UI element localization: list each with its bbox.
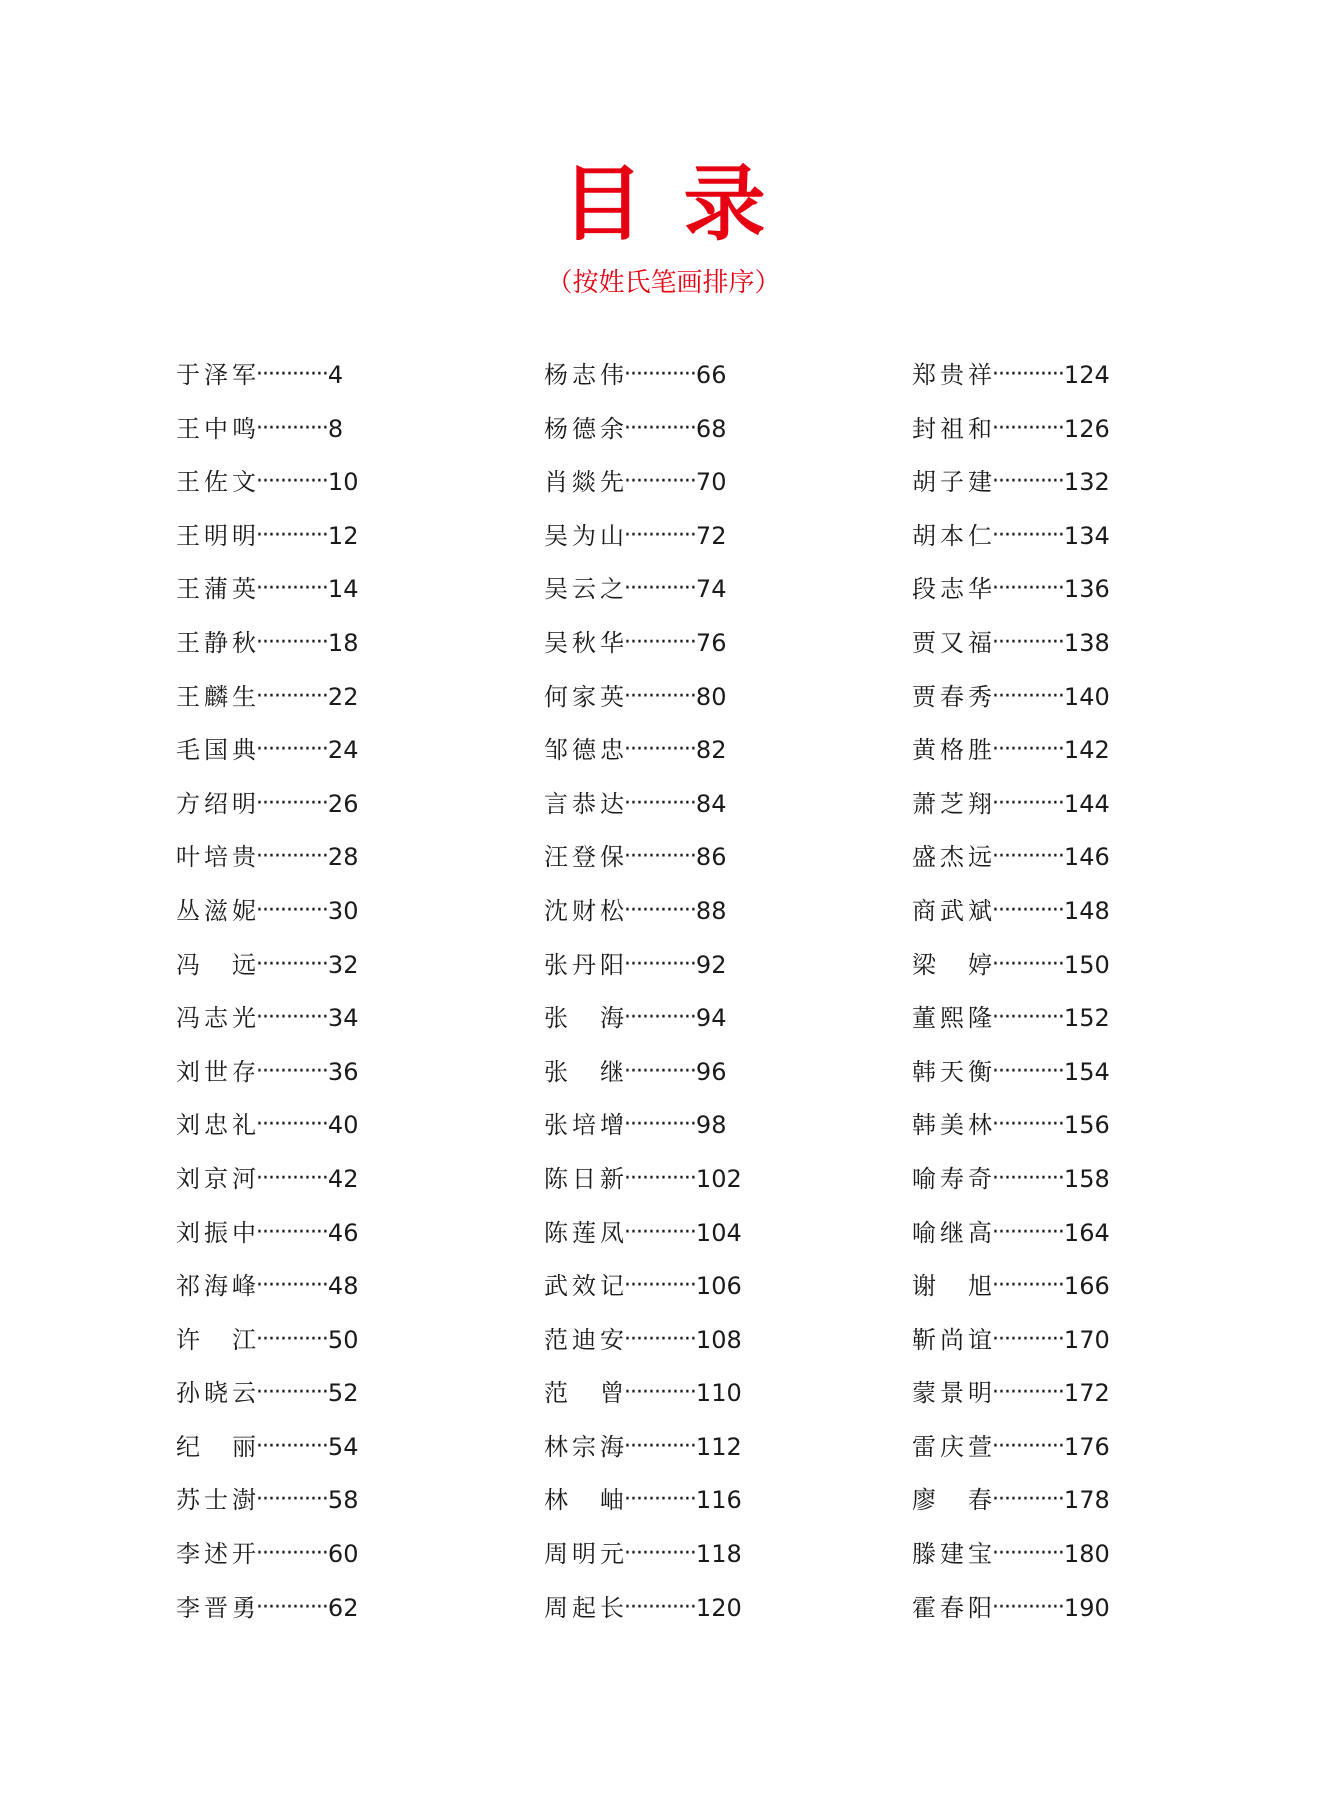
toc-entry-leader: ············ bbox=[624, 1541, 696, 1567]
toc-entry[interactable] bbox=[176, 891, 358, 945]
toc-entry[interactable] bbox=[176, 409, 358, 463]
toc-entry[interactable] bbox=[912, 1320, 1110, 1374]
toc-entry-name: 封祖和 bbox=[912, 414, 992, 443]
toc-entry-name: 冯 远 bbox=[176, 950, 256, 979]
toc-entry[interactable] bbox=[544, 1105, 742, 1159]
toc-entry[interactable] bbox=[176, 623, 358, 677]
toc-entry-name: 李述开 bbox=[176, 1540, 256, 1569]
toc-entry-leader: ············ bbox=[624, 1433, 696, 1459]
toc-entry-name: 许 江 bbox=[176, 1325, 256, 1354]
toc-entry-page-number: 124 bbox=[1063, 361, 1110, 389]
toc-entry-leader: ············ bbox=[992, 897, 1064, 923]
toc-entry-name: 沈财松 bbox=[544, 896, 624, 925]
toc-entry[interactable] bbox=[912, 1213, 1110, 1267]
toc-entry-name: 肖燚先 bbox=[544, 468, 624, 497]
toc-entry-page-number: 148 bbox=[1063, 896, 1110, 925]
toc-entry[interactable] bbox=[176, 837, 358, 891]
toc-entry-page-number: 144 bbox=[1063, 789, 1110, 818]
toc-entry-leader: ············ bbox=[624, 897, 696, 923]
toc-entry-page-number: 22 bbox=[327, 682, 359, 711]
toc-entry-name: 王明明 bbox=[176, 521, 256, 550]
toc-entry-leader: ············ bbox=[992, 576, 1064, 602]
toc-entry[interactable] bbox=[544, 1213, 742, 1267]
toc-entry-leader: ············ bbox=[256, 1165, 328, 1191]
toc-entry-leader: ············ bbox=[256, 362, 328, 387]
toc-entry-name: 林 岫 bbox=[544, 1486, 624, 1515]
toc-entry-page-number: 60 bbox=[327, 1540, 359, 1569]
toc-entry-name: 范迪安 bbox=[544, 1325, 624, 1354]
toc-entry-name: 张培增 bbox=[544, 1111, 624, 1140]
toc-entry[interactable] bbox=[176, 1588, 358, 1642]
toc-entry-name: 王佐文 bbox=[176, 468, 256, 497]
toc-entry-page-number: 48 bbox=[327, 1272, 359, 1301]
toc-entry-leader: ············ bbox=[256, 951, 328, 977]
toc-entry[interactable] bbox=[544, 945, 742, 999]
toc-entry-leader: ············ bbox=[624, 737, 696, 763]
toc-entry-name: 周明元 bbox=[544, 1540, 624, 1569]
toc-entry[interactable] bbox=[912, 837, 1110, 891]
toc-entry-page-number: 136 bbox=[1063, 575, 1110, 604]
toc-entry-name: 林宗海 bbox=[544, 1432, 624, 1461]
toc-entry[interactable] bbox=[912, 1373, 1110, 1427]
toc-entry[interactable] bbox=[912, 516, 1110, 570]
toc-entry-page-number: 150 bbox=[1063, 950, 1110, 979]
toc-entry-page-number: 96 bbox=[695, 1057, 727, 1086]
toc-entry-page-number: 88 bbox=[695, 896, 727, 925]
toc-column-1 bbox=[176, 355, 358, 1641]
toc-column-3 bbox=[912, 355, 1110, 1641]
toc-entry[interactable] bbox=[544, 891, 742, 945]
toc-entry-leader: ············ bbox=[992, 522, 1064, 548]
toc-entry-page-number: 80 bbox=[695, 682, 727, 711]
toc-entry-leader: ············ bbox=[992, 1165, 1064, 1191]
toc-entry-leader: ············ bbox=[256, 1112, 328, 1138]
toc-entry-leader: ············ bbox=[624, 469, 696, 495]
toc-entry-name: 韩天衡 bbox=[912, 1057, 992, 1086]
toc-entry-page-number: 62 bbox=[327, 1593, 359, 1622]
toc-entry-leader: ············ bbox=[624, 683, 696, 709]
toc-entry-name: 毛国典 bbox=[176, 736, 256, 765]
toc-entry[interactable] bbox=[544, 1373, 742, 1427]
toc-entry-page-number: 152 bbox=[1063, 1004, 1110, 1033]
toc-entry-name: 蒙景明 bbox=[912, 1379, 992, 1408]
toc-entry-leader: ············ bbox=[256, 1487, 328, 1513]
toc-entry-page-number: 30 bbox=[327, 896, 359, 925]
toc-entry[interactable] bbox=[544, 1534, 742, 1588]
toc-entry-page-number: 142 bbox=[1063, 736, 1110, 765]
toc-entry[interactable] bbox=[544, 837, 742, 891]
toc-entry[interactable] bbox=[544, 1320, 742, 1374]
toc-entry-page-number: 40 bbox=[327, 1111, 359, 1140]
toc-entry-leader: ············ bbox=[256, 1219, 328, 1245]
toc-entry[interactable] bbox=[912, 1159, 1110, 1213]
toc-entry-page-number: 164 bbox=[1063, 1218, 1110, 1247]
toc-entry[interactable] bbox=[544, 1266, 742, 1320]
toc-entry-name: 祁海峰 bbox=[176, 1272, 256, 1301]
toc-entry-page-number: 112 bbox=[695, 1432, 742, 1461]
toc-entry-leader: ············ bbox=[256, 683, 328, 709]
toc-entry[interactable] bbox=[912, 1588, 1110, 1642]
toc-entry-name: 王中鸣 bbox=[176, 414, 256, 443]
toc-entry-name: 谢 旭 bbox=[912, 1272, 992, 1301]
toc-entry-name: 丛滋妮 bbox=[176, 896, 256, 925]
toc-entry[interactable] bbox=[176, 462, 358, 516]
toc-entry-page-number: 178 bbox=[1063, 1486, 1110, 1515]
toc-entry-leader: ············ bbox=[256, 1433, 328, 1459]
toc-entry[interactable] bbox=[176, 1534, 358, 1588]
toc-entry-leader: ············ bbox=[256, 1273, 328, 1299]
toc-entry-name: 萧芝翔 bbox=[912, 789, 992, 818]
toc-entry-name: 刘振中 bbox=[176, 1218, 256, 1247]
toc-entry-name: 廖 春 bbox=[912, 1486, 992, 1515]
toc-entry-name: 杨德余 bbox=[544, 414, 624, 443]
toc-entry-leader: ············ bbox=[256, 1326, 328, 1352]
toc-entry-page-number: 94 bbox=[695, 1004, 727, 1033]
toc-entry-leader: ············ bbox=[992, 1112, 1064, 1138]
toc-entry-name: 汪登保 bbox=[544, 843, 624, 872]
toc-entry-name: 韩美林 bbox=[912, 1111, 992, 1140]
toc-entry[interactable] bbox=[176, 677, 358, 731]
toc-entry-leader: ············ bbox=[992, 1005, 1064, 1031]
toc-entry[interactable] bbox=[176, 355, 358, 409]
toc-entry-page-number: 4 bbox=[327, 361, 344, 389]
toc-entry-page-number: 12 bbox=[327, 521, 359, 550]
toc-entry-page-number: 36 bbox=[327, 1057, 359, 1086]
toc-entry-page-number: 106 bbox=[695, 1272, 742, 1301]
toc-entry-leader: ············ bbox=[624, 629, 696, 655]
toc-entry-page-number: 70 bbox=[695, 468, 727, 497]
toc-entry[interactable] bbox=[912, 355, 1110, 409]
toc-entry-name: 李晋勇 bbox=[176, 1593, 256, 1622]
toc-entry-page-number: 146 bbox=[1063, 843, 1110, 872]
toc-entry-leader: ············ bbox=[256, 576, 328, 602]
toc-entry-leader: ············ bbox=[992, 469, 1064, 495]
toc-entry-leader: ············ bbox=[992, 1433, 1064, 1459]
toc-entry-page-number: 8 bbox=[327, 414, 344, 443]
toc-entry-leader: ············ bbox=[624, 1326, 696, 1352]
toc-entry-leader: ············ bbox=[256, 522, 328, 548]
toc-entry-page-number: 26 bbox=[327, 789, 359, 818]
toc-entry-page-number: 28 bbox=[327, 843, 359, 872]
toc-entry[interactable] bbox=[176, 1159, 358, 1213]
toc-entry-name: 霍春阳 bbox=[912, 1593, 992, 1622]
toc-entry-page-number: 72 bbox=[695, 521, 727, 550]
toc-entry-page-number: 98 bbox=[695, 1111, 727, 1140]
toc-entry-leader: ············ bbox=[992, 1326, 1064, 1352]
toc-entry[interactable] bbox=[176, 1480, 358, 1534]
toc-entry[interactable] bbox=[912, 784, 1110, 838]
toc-entry[interactable] bbox=[544, 409, 742, 463]
toc-entry-page-number: 170 bbox=[1063, 1325, 1110, 1354]
toc-entry-page-number: 68 bbox=[695, 414, 727, 443]
toc-entry-name: 吴云之 bbox=[544, 575, 624, 604]
toc-entry-page-number: 52 bbox=[327, 1379, 359, 1408]
toc-entry[interactable] bbox=[544, 623, 742, 677]
toc-entry[interactable] bbox=[912, 945, 1110, 999]
toc-entry-name: 武效记 bbox=[544, 1272, 624, 1301]
toc-entry-page-number: 140 bbox=[1063, 682, 1110, 711]
toc-entry-leader: ············ bbox=[992, 362, 1064, 387]
toc-entry-name: 范 曾 bbox=[544, 1379, 624, 1408]
toc-entry-leader: ············ bbox=[256, 897, 328, 923]
toc-entry-page-number: 46 bbox=[327, 1218, 359, 1247]
toc-entry-name: 孙晓云 bbox=[176, 1379, 256, 1408]
toc-entry[interactable] bbox=[912, 1480, 1110, 1534]
toc-entry[interactable] bbox=[912, 462, 1110, 516]
toc-entry-name: 吴秋华 bbox=[544, 628, 624, 657]
toc-entry[interactable] bbox=[544, 1588, 742, 1642]
toc-entry[interactable] bbox=[912, 1266, 1110, 1320]
toc-entry[interactable] bbox=[544, 1159, 742, 1213]
toc-entry-name: 滕建宝 bbox=[912, 1540, 992, 1569]
toc-entry-name: 陈莲凤 bbox=[544, 1218, 624, 1247]
toc-entry-leader: ············ bbox=[256, 1594, 328, 1620]
toc-entry[interactable] bbox=[912, 623, 1110, 677]
toc-entry-page-number: 110 bbox=[695, 1379, 742, 1408]
toc-entry-leader: ············ bbox=[624, 1219, 696, 1245]
toc-entry[interactable] bbox=[176, 1105, 358, 1159]
toc-entry-leader: ············ bbox=[256, 844, 328, 870]
toc-entry-page-number: 92 bbox=[695, 950, 727, 979]
toc-entry-page-number: 120 bbox=[695, 1593, 742, 1622]
toc-entry-leader: ············ bbox=[256, 1005, 328, 1031]
toc-entry-name: 王静秋 bbox=[176, 628, 256, 657]
toc-entry-leader: ············ bbox=[624, 1165, 696, 1191]
toc-entry-leader: ············ bbox=[992, 683, 1064, 709]
toc-entry-page-number: 166 bbox=[1063, 1272, 1110, 1301]
toc-entry[interactable] bbox=[544, 1052, 742, 1106]
toc-entry-leader: ············ bbox=[256, 629, 328, 655]
toc-entry-name: 刘忠礼 bbox=[176, 1111, 256, 1140]
toc-entry-page-number: 76 bbox=[695, 628, 727, 657]
toc-entry-page-number: 172 bbox=[1063, 1379, 1110, 1408]
toc-entry-page-number: 14 bbox=[327, 575, 359, 604]
toc-entry-page-number: 108 bbox=[695, 1325, 742, 1354]
toc-entry-name: 梁 婷 bbox=[912, 950, 992, 979]
toc-entry-name: 冯志光 bbox=[176, 1004, 256, 1033]
toc-entry-name: 张丹阳 bbox=[544, 950, 624, 979]
toc-entry[interactable] bbox=[544, 677, 742, 731]
toc-entry[interactable] bbox=[176, 730, 358, 784]
toc-entry-page-number: 116 bbox=[695, 1486, 742, 1515]
toc-entry[interactable] bbox=[912, 1534, 1110, 1588]
toc-entry-leader: ············ bbox=[624, 1112, 696, 1138]
toc-entry-name: 喻继高 bbox=[912, 1218, 992, 1247]
toc-entry-leader: ············ bbox=[992, 737, 1064, 763]
toc-entry-leader: ············ bbox=[992, 1541, 1064, 1567]
toc-entry-leader: ············ bbox=[624, 844, 696, 870]
toc-entry-page-number: 158 bbox=[1063, 1164, 1110, 1193]
toc-entry-name: 胡子建 bbox=[912, 468, 992, 497]
toc-entry-page-number: 86 bbox=[695, 843, 727, 872]
toc-entry-leader: ············ bbox=[256, 1541, 328, 1567]
toc-entry[interactable] bbox=[176, 784, 358, 838]
toc-entry-name: 张 海 bbox=[544, 1004, 624, 1033]
toc-entry-leader: ············ bbox=[992, 1058, 1064, 1084]
toc-entry-name: 方绍明 bbox=[176, 789, 256, 818]
toc-entry-page-number: 126 bbox=[1063, 414, 1110, 443]
toc-entry-name: 何家英 bbox=[544, 682, 624, 711]
toc-entry-name: 叶培贵 bbox=[176, 843, 256, 872]
page-subtitle: （按姓氏笔画排序） bbox=[546, 268, 781, 298]
toc-entry-name: 于泽军 bbox=[176, 361, 256, 389]
toc-entry-name: 郑贵祥 bbox=[912, 361, 992, 389]
toc-entry-page-number: 18 bbox=[327, 628, 359, 657]
toc-entry-name: 杨志伟 bbox=[544, 361, 624, 389]
toc-entry-page-number: 34 bbox=[327, 1004, 359, 1033]
toc-entry[interactable] bbox=[912, 730, 1110, 784]
toc-entry[interactable] bbox=[176, 1213, 358, 1267]
toc-entry-page-number: 180 bbox=[1063, 1540, 1110, 1569]
toc-entry-leader: ············ bbox=[256, 415, 328, 441]
toc-entry-name: 吴为山 bbox=[544, 521, 624, 550]
toc-entry-name: 王蒲英 bbox=[176, 575, 256, 604]
toc-entry[interactable] bbox=[544, 355, 742, 409]
toc-entry-name: 胡本仁 bbox=[912, 521, 992, 550]
toc-entry-leader: ············ bbox=[992, 790, 1064, 816]
toc-entry-page-number: 190 bbox=[1063, 1593, 1110, 1622]
toc-entry-leader: ············ bbox=[624, 1273, 696, 1299]
toc-entry-page-number: 50 bbox=[327, 1325, 359, 1354]
toc-entry[interactable] bbox=[176, 569, 358, 623]
toc-entry-name: 刘京河 bbox=[176, 1164, 256, 1193]
toc-entry-name: 喻寿奇 bbox=[912, 1164, 992, 1193]
toc-entry-leader: ············ bbox=[992, 1487, 1064, 1513]
toc-entry[interactable] bbox=[176, 1427, 358, 1481]
toc-entry[interactable] bbox=[544, 1427, 742, 1481]
toc-entry-leader: ············ bbox=[992, 1273, 1064, 1299]
toc-entry-page-number: 132 bbox=[1063, 468, 1110, 497]
toc-entry[interactable] bbox=[176, 998, 358, 1052]
toc-entry-leader: ············ bbox=[256, 790, 328, 816]
toc-entry-leader: ············ bbox=[992, 1594, 1064, 1620]
toc-entry-leader: ············ bbox=[624, 522, 696, 548]
toc-entry-page-number: 58 bbox=[327, 1486, 359, 1515]
toc-entry-page-number: 66 bbox=[695, 361, 727, 389]
toc-entry-name: 段志华 bbox=[912, 575, 992, 604]
page-title: 目录 bbox=[561, 157, 806, 252]
toc-entry[interactable] bbox=[912, 891, 1110, 945]
toc-entry-page-number: 102 bbox=[695, 1164, 742, 1193]
toc-entry-leader: ············ bbox=[624, 1594, 696, 1620]
toc-entry-name: 陈日新 bbox=[544, 1164, 624, 1193]
toc-entry-leader: ············ bbox=[256, 1058, 328, 1084]
toc-entry-page-number: 74 bbox=[695, 575, 727, 604]
toc-entry[interactable] bbox=[544, 998, 742, 1052]
toc-entry-page-number: 84 bbox=[695, 789, 727, 818]
toc-entry-leader: ············ bbox=[624, 576, 696, 602]
toc-entry-page-number: 138 bbox=[1063, 628, 1110, 657]
toc-entry-page-number: 54 bbox=[327, 1432, 359, 1461]
toc-column-2 bbox=[544, 355, 742, 1641]
toc-entry[interactable] bbox=[544, 569, 742, 623]
toc-entry-name: 周起长 bbox=[544, 1593, 624, 1622]
toc-entry-name: 贾春秀 bbox=[912, 682, 992, 711]
toc-entry-name: 商武斌 bbox=[912, 896, 992, 925]
toc-entry-leader: ············ bbox=[256, 737, 328, 763]
toc-entry-leader: ············ bbox=[624, 1487, 696, 1513]
toc-entry-page-number: 156 bbox=[1063, 1111, 1110, 1140]
toc-entry-page-number: 154 bbox=[1063, 1057, 1110, 1086]
toc-entry-leader: ············ bbox=[256, 469, 328, 495]
toc-entry-leader: ············ bbox=[992, 951, 1064, 977]
toc-entry-name: 张 继 bbox=[544, 1057, 624, 1086]
toc-entry[interactable] bbox=[912, 569, 1110, 623]
toc-entry-name: 盛杰远 bbox=[912, 843, 992, 872]
toc-entry-name: 言恭达 bbox=[544, 789, 624, 818]
toc-entry[interactable] bbox=[544, 784, 742, 838]
toc-entry-leader: ············ bbox=[256, 1380, 328, 1406]
toc-entry[interactable] bbox=[544, 730, 742, 784]
toc-entry[interactable] bbox=[912, 1052, 1110, 1106]
toc-entry-page-number: 134 bbox=[1063, 521, 1110, 550]
toc-entry-leader: ············ bbox=[624, 790, 696, 816]
toc-entry[interactable] bbox=[176, 1052, 358, 1106]
toc-entry-name: 雷庆萱 bbox=[912, 1432, 992, 1461]
toc-entry-name: 刘世存 bbox=[176, 1057, 256, 1086]
toc-entry-leader: ············ bbox=[992, 629, 1064, 655]
toc-entry-page-number: 24 bbox=[327, 736, 359, 765]
toc-entry-leader: ············ bbox=[992, 1380, 1064, 1406]
toc-entry[interactable] bbox=[176, 945, 358, 999]
toc-entry[interactable] bbox=[912, 1105, 1110, 1159]
toc-entry-name: 苏士澍 bbox=[176, 1486, 256, 1515]
toc-entry[interactable] bbox=[912, 1427, 1110, 1481]
toc-entry[interactable] bbox=[912, 677, 1110, 731]
toc-entry-leader: ············ bbox=[624, 362, 696, 387]
toc-entry[interactable] bbox=[176, 1373, 358, 1427]
toc-entry-leader: ············ bbox=[992, 1219, 1064, 1245]
toc-entry-leader: ············ bbox=[624, 1380, 696, 1406]
toc-entry-name: 贾又福 bbox=[912, 628, 992, 657]
toc-entry-page-number: 176 bbox=[1063, 1432, 1110, 1461]
toc-entry-name: 靳尚谊 bbox=[912, 1325, 992, 1354]
toc-entry[interactable] bbox=[176, 516, 358, 570]
toc-entry[interactable] bbox=[912, 998, 1110, 1052]
toc-entry-page-number: 10 bbox=[327, 468, 359, 497]
toc-entry-leader: ············ bbox=[624, 1005, 696, 1031]
toc-entry[interactable] bbox=[544, 516, 742, 570]
toc-entry-name: 董熙隆 bbox=[912, 1004, 992, 1033]
toc-entry-page-number: 42 bbox=[327, 1164, 359, 1193]
toc-entry-leader: ············ bbox=[992, 415, 1064, 441]
toc-entry-leader: ············ bbox=[624, 415, 696, 441]
toc-entry[interactable] bbox=[544, 1480, 742, 1534]
toc-entry-page-number: 118 bbox=[695, 1540, 742, 1569]
toc-entry-page-number: 82 bbox=[695, 736, 727, 765]
toc-entry-page-number: 104 bbox=[695, 1218, 742, 1247]
toc-entry-name: 纪 丽 bbox=[176, 1432, 256, 1461]
toc-entry-leader: ············ bbox=[992, 844, 1064, 870]
toc-entry[interactable] bbox=[176, 1320, 358, 1374]
toc-entry-leader: ············ bbox=[624, 951, 696, 977]
toc-entry-page-number: 32 bbox=[327, 950, 359, 979]
toc-entry[interactable] bbox=[176, 1266, 358, 1320]
toc-entry[interactable] bbox=[912, 409, 1110, 463]
toc-entry[interactable] bbox=[544, 462, 742, 516]
toc-entry-leader: ············ bbox=[624, 1058, 696, 1084]
toc-entry-name: 邹德忠 bbox=[544, 736, 624, 765]
toc-entry-name: 黄格胜 bbox=[912, 736, 992, 765]
toc-entry-name: 王麟生 bbox=[176, 682, 256, 711]
